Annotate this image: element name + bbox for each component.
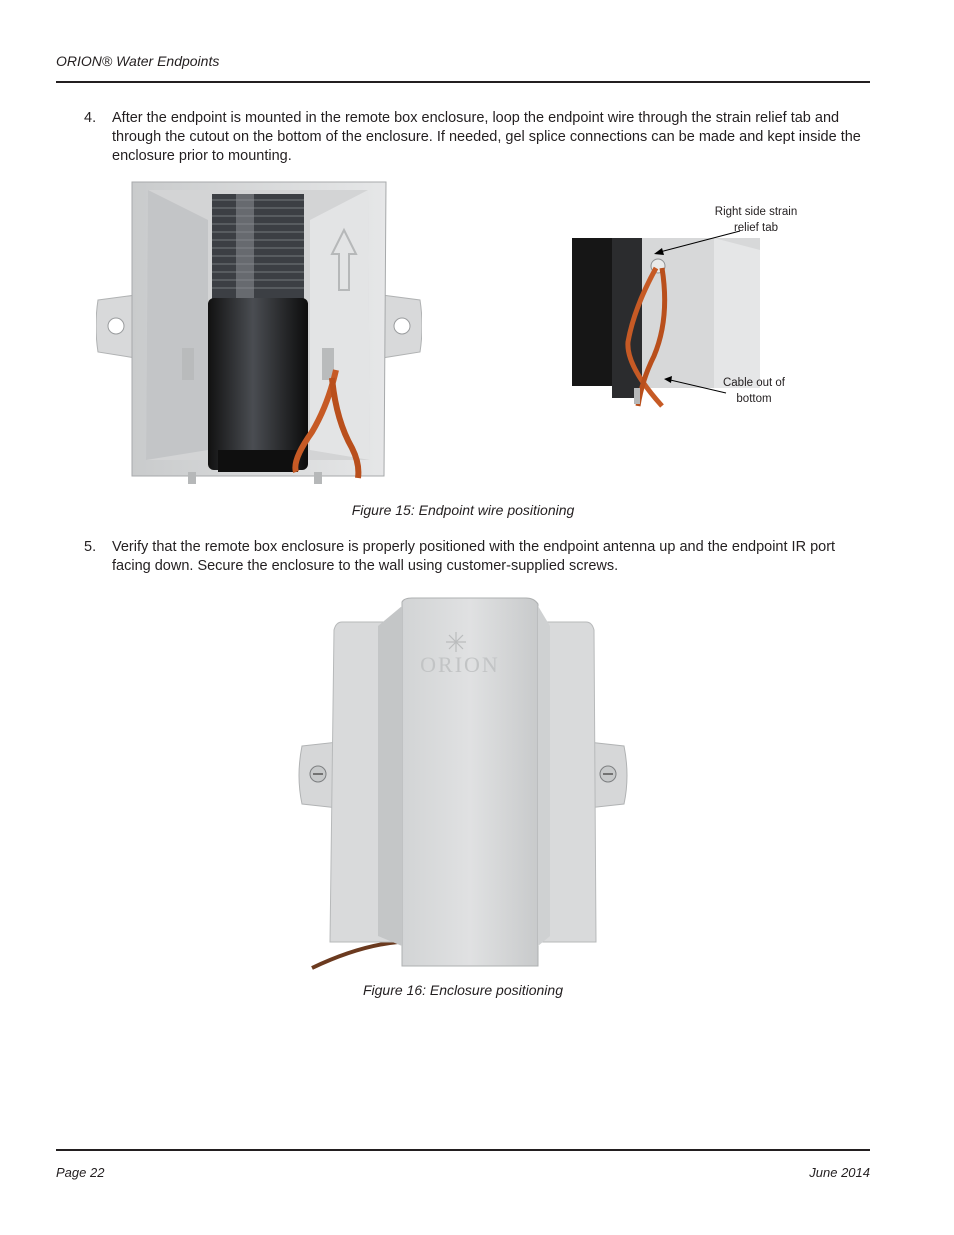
callout-line: Cable out of [722,377,785,389]
open-enclosure-photo [96,180,422,494]
step-text: After the endpoint is mounted in the remote box enclosure, loop the endpoint wire through the strain relief tab and through the cutout on the bottom of the enclosure. If needed, gel splice connections can be made and kept inside the enclosure prior to mounting. [112,110,861,164]
callout-line: Right side strain [714,206,798,218]
callout-line: bottom [736,393,772,405]
step-number: 5. [84,539,97,555]
figure-15-caption: Figure 15: Endpoint wire positioning [351,502,575,518]
callout-cable-out-of-bottom [704,375,804,407]
footer-rule [56,1149,870,1151]
step-4 [56,109,870,169]
step-5 [56,538,870,578]
step-text: Verify that the remote box enclosure is properly positioned with the endpoint antenna up and the endpoint IR port facing down. Secure the enclosure to the wall using customer-supplied screws. [112,539,836,574]
header-rule [56,81,870,83]
orion-logo-icon [446,632,466,652]
header-title: ORION® Water Endpoints [56,53,220,69]
callout-line: relief tab [733,222,779,234]
orion-logo-text: ORION [420,652,500,677]
callout-strain-relief-tab [700,204,812,236]
footer-date: June 2014 [809,1165,870,1180]
figure-16-caption: Figure 16: Enclosure positioning [362,982,563,998]
footer-page-number: Page 22 [56,1165,105,1180]
step-number: 4. [84,110,97,126]
callout-leader-lines [640,225,750,400]
